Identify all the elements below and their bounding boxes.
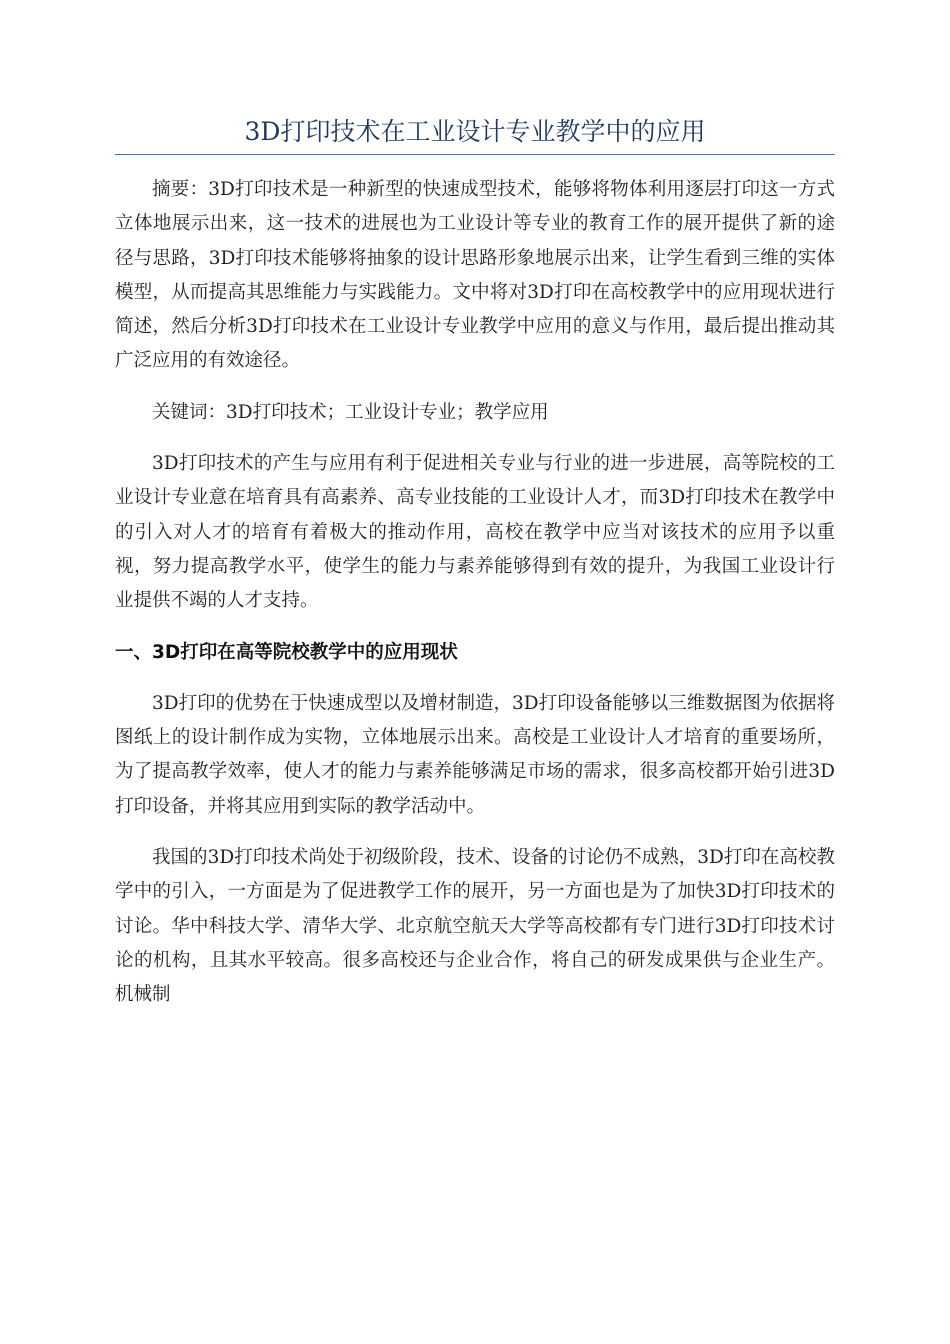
- body-paragraph: 我国的3D打印技术尚处于初级阶段，技术、设备的讨论仍不成熟，3D打印在高校教学中的引入，一方面是为了促进教学工作的展开，另一方面也是为了加快3D打印技术的讨论。华中科技大学、清华大学、北京航空航天大学等高校都有专门进行3D打印技术讨论的机构，且其水平较高。很多高校还与企业合作，将自己的研发成果供与企业生产。机械制: [115, 847, 835, 1006]
- body-paragraph: 3D打印的优势在于快速成型以及增材制造，3D打印设备能够以三维数据图为依据将图纸上的设计制作成为实物，立体地展示出来。高校是工业设计人才培育的重要场所，为了提高教学效率，使人才的能力与素养能够满足市场的需求，很多高校都开始引进3D打印设备，并将其应用到实际的教学活动中。: [115, 692, 835, 817]
- abstract-paragraph: 摘要：3D打印技术是一种新型的快速成型技术，能够将物体利用逐层打印这一方式立体地展示出来，这一技术的进展也为工业设计等专业的教育工作的展开提供了新的途径与思路，3D打印技术能够将抽象的设计思路形象地展示出来，让学生看到三维的实体模型，从而提高其思维能力与实践能力。文中将对3D打印在高校教学中的应用现状进行简述，然后分析3D打印技术在工业设计专业教学中应用的意义与作用，最后提出推动其广泛应用的有效途径。: [115, 179, 835, 372]
- document-title: 3D打印技术在工业设计专业教学中的应用: [244, 117, 706, 146]
- section-heading: 一、3D打印在高等院校教学中的应用现状: [115, 641, 458, 663]
- document-body: [115, 173, 835, 1030]
- keywords-paragraph: 关键词：3D打印技术；工业设计专业；教学应用: [152, 401, 549, 423]
- title-underline: [115, 154, 835, 155]
- intro-paragraph: 3D打印技术的产生与应用有利于促进相关专业与行业的进一步进展，高等院校的工业设计专业意在培育具有高素养、高专业技能的工业设计人才，而3D打印技术在教学中的引入对人才的培育有着极大的推动作用，高校在教学中应当对该技术的应用予以重视，努力提高教学水平，使学生的能力与素养能够得到有效的提升，为我国工业设计行业提供不竭的人才支持。: [115, 453, 835, 612]
